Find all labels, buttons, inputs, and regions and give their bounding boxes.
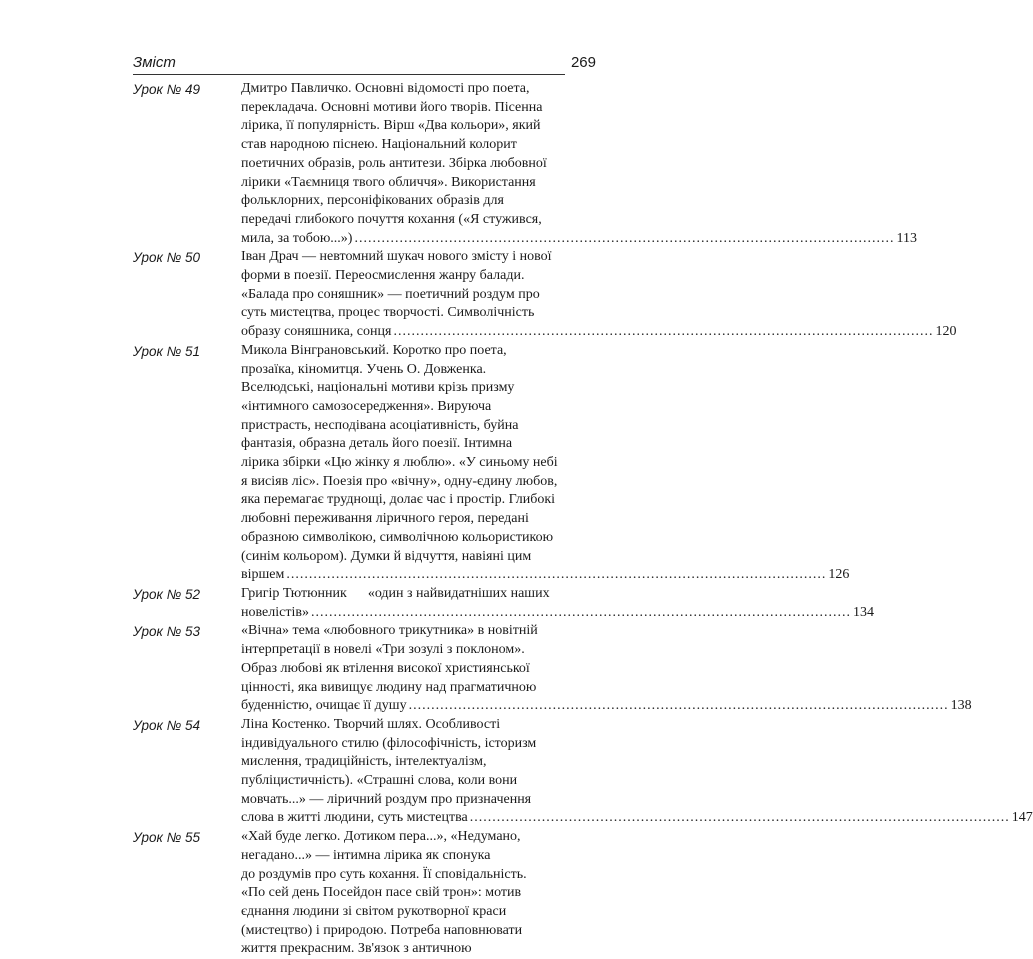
- description-line: «Хай буде легко. Дотиком пера...», «Недумано,: [241, 829, 521, 845]
- description-line: передачі глибокого почуття кохання («Я стужився,: [241, 211, 542, 227]
- description-line: Вселюдські, національні мотиви крізь призму: [241, 380, 515, 396]
- toc-entry: [133, 80, 917, 248]
- description-last-line: [241, 323, 957, 342]
- description-line: цінності, яка вивищує людину над прагматичною: [241, 679, 537, 695]
- description-line: Григір Тютюнник «один з найвидатніших наших: [241, 585, 550, 601]
- toc-entry: [133, 716, 1033, 828]
- description-line: (мистецтво) і природою. Потреба наповнювати: [241, 922, 523, 938]
- page-reference: 120: [935, 324, 957, 340]
- description-line: віршем: [241, 567, 285, 583]
- table-of-contents: [133, 80, 1033, 959]
- description-last-line: [241, 697, 972, 716]
- page-reference: 147: [1011, 810, 1033, 826]
- description-line: любовні переживання ліричного героя, передані: [241, 511, 529, 527]
- description-line: (синім кольором). Думки й відчуття, навіяні цим: [241, 548, 532, 564]
- dot-leader: ........................................................................................................................: [469, 810, 1010, 826]
- lesson-description: [241, 716, 1033, 828]
- dot-leader: ........................................................................................................................: [286, 567, 827, 583]
- description-line: негадано...» — інтимна лірика як спонука: [241, 847, 491, 863]
- lesson-label: Урок № 55: [133, 830, 201, 846]
- description-last-line: [241, 230, 917, 249]
- description-line: форми в поезії. Переосмислення жанру балади.: [241, 268, 525, 284]
- description-line: Ліна Костенко. Творчий шлях. Особливості: [241, 716, 501, 732]
- description-line: лірика збірки «Цю жінку я люблю». «У синьому небі: [241, 455, 558, 471]
- description-line: мила, за тобою...»): [241, 230, 353, 246]
- description-line: я висіяв ліс». Поезія про «вічну», одну-єдину любов,: [241, 473, 558, 489]
- toc-entry: [133, 828, 596, 959]
- lesson-description: [241, 248, 957, 342]
- description-line: новелістів»: [241, 604, 309, 620]
- description-line: індивідуального стилю (філософічність, історизм: [241, 735, 537, 751]
- dot-leader: ........................................................................................................................: [393, 324, 934, 340]
- description-line: мовчать...» — ліричний роздум про призначення: [241, 791, 532, 807]
- description-line: прозаїка, кіномитця. Учень О. Довженка.: [241, 361, 487, 377]
- description-line: Іван Драч — невтомний шукач нового змісту і нової: [241, 249, 552, 265]
- description-line: мислення, традиційність, інтелектуалізм,: [241, 754, 487, 770]
- lesson-label: Урок № 52: [133, 586, 201, 602]
- dot-leader: ........................................................................................................................: [408, 698, 949, 714]
- lesson-description: [241, 622, 972, 716]
- description-line: яка перемагає труднощі, долає час і простір. Глибокі: [241, 492, 556, 508]
- description-line: Микола Вінграновський. Коротко про поета,: [241, 342, 507, 358]
- lesson-label: Урок № 54: [133, 717, 201, 733]
- page-reference: 126: [828, 567, 850, 583]
- lesson-description: [241, 585, 874, 622]
- toc-entry: [133, 585, 874, 622]
- page-reference: 134: [852, 604, 874, 620]
- page-reference: 113: [896, 230, 917, 246]
- lesson-description: [241, 342, 850, 585]
- description-line: суть мистецтва, процес творчості. Символічність: [241, 305, 535, 321]
- description-line: Дмитро Павличко. Основні відомості про поета,: [241, 81, 530, 96]
- description-line: образу соняшника, сонця: [241, 324, 392, 340]
- description-line: перекладача. Основні мотиви його творів. Пісенна: [241, 99, 543, 115]
- description-line: життя прекрасним. Зв'язок з античною: [241, 941, 472, 957]
- description-last-line: [241, 566, 850, 585]
- description-last-line: [241, 809, 1033, 828]
- description-line: публіцистичність). «Страшні слова, коли вони: [241, 773, 518, 789]
- lesson-description: [241, 80, 917, 248]
- description-line: інтерпретації в новелі «Три зозулі з поклоном».: [241, 642, 525, 658]
- dot-leader: ........................................................................................................................: [310, 604, 851, 620]
- lesson-label: Урок № 49: [133, 82, 201, 97]
- description-line: буденністю, очищає її душу: [241, 698, 407, 714]
- page-reference: 138: [950, 698, 972, 714]
- description-line: єднання людини зі світом рукотворної краси: [241, 903, 507, 919]
- lesson-label: Урок № 50: [133, 250, 201, 266]
- toc-entry: [133, 342, 850, 585]
- description-line: «Вічна» тема «любовного трикутника» в новітній: [241, 623, 538, 639]
- description-line: «Балада про соняшник» — поетичний роздум про: [241, 286, 540, 302]
- description-line: Образ любові як втілення високої християнської: [241, 660, 530, 676]
- description-line: став народною піснею. Національний колорит: [241, 137, 517, 153]
- toc-entry: [133, 622, 972, 716]
- description-line: образною символікою, символічною кольористикою: [241, 529, 554, 545]
- header-rule: [133, 74, 565, 75]
- lesson-description: [241, 828, 596, 959]
- description-line: поетичних образів, роль антитези. Збірка любовної: [241, 155, 547, 171]
- description-line: слова в житті людини, суть мистецтва: [241, 810, 468, 826]
- description-last-line: [241, 604, 874, 623]
- header-page-number: 269: [570, 54, 596, 71]
- dot-leader: ........................................................................................................................: [354, 230, 895, 246]
- header-title: Зміст: [133, 54, 176, 71]
- lesson-label: Урок № 53: [133, 624, 201, 640]
- description-line: фантазія, образна деталь його поезії. Інтимна: [241, 436, 513, 452]
- description-line: лірики «Таємниця твого обличчя». Використання: [241, 174, 536, 190]
- description-line: лірика, її популярність. Вірш «Два кольори», який: [241, 118, 541, 134]
- lesson-label: Урок № 51: [133, 343, 201, 359]
- page-header: [133, 54, 596, 78]
- toc-entry: [133, 248, 957, 342]
- description-line: «інтимного самозосередження». Вируюча: [241, 398, 492, 414]
- description-line: до роздумів про суть кохання. Її сповідальність.: [241, 866, 527, 882]
- description-line: пристрасть, несподівана асоціативність, буйна: [241, 417, 519, 433]
- description-line: фольклорних, персоніфікованих образів для: [241, 193, 504, 209]
- description-line: «По сей день Посейдон пасе свій трон»: мотив: [241, 885, 522, 901]
